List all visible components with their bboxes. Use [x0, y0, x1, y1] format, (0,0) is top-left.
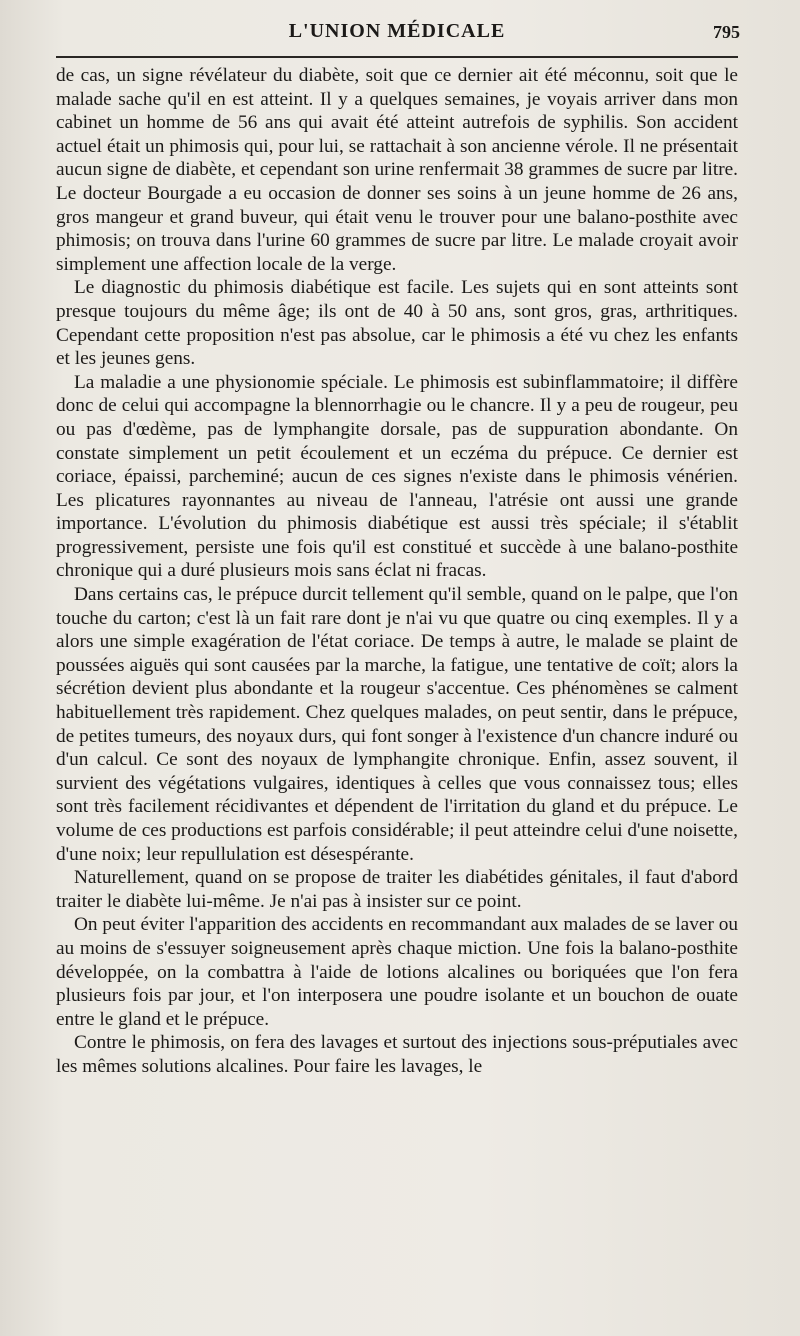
paragraph: Contre le phimosis, on fera des lavages et surtout des injections sous-préputiales avec les mêmes solutions alcalines. Pour faire les lavages, le: [56, 1032, 738, 1077]
header-rule: [56, 56, 738, 58]
paragraph: Dans certains cas, le prépuce durcit tellement qu'il semble, quand on le palpe, que l'on touche du carton; c'est là un fait rare dont je n'ai vu que quatre ou cinq exemples. Il y a alors une simple exagération de l'état coriace. De temps à autre, le malade se plaint de poussées aiguës qui sont causées par la marche, la fatigue, une tentative de coït; alors la sécrétion devient plus abondante et la rougeur s'accentue. Ces phénomènes se calment habituellement très rapidement. Chez quelques malades, on peut sentir, dans le prépuce, de petites tumeurs, des noyaux durs, qui font songer à l'existence d'un chancre induré ou d'un calcul. Ce sont des noyaux de lymphangite chronique. Enfin, assez souvent, il survient des végétations vulgaires, identiques à celles que vous connaissez tous; elles sont très facilement récidivantes et dépendent de l'irritation du gland et du prépuce. Le volume de ces productions est parfois considérable; il peut atteindre celui d'une noisette, d'une noix; leur repullulation est désespérante.: [56, 584, 738, 865]
article-body: [56, 64, 738, 1079]
page-number: 795: [713, 22, 740, 42]
paragraph: Le diagnostic du phimosis diabétique est facile. Les sujets qui en sont atteints sont presque toujours du même âge; ils ont de 40 à 50 ans, sont gros, gras, arthritiques. Cependant cette proposition n'est pas absolue, car le phimosis a été vu chez les enfants et les jeunes gens.: [56, 277, 738, 370]
paragraph: Naturellement, quand on se propose de traiter les diabétides génitales, il faut d'abord traiter le diabète lui-même. Je n'ai pas à insister sur ce point.: [56, 867, 738, 912]
journal-title: L'UNION MÉDICALE: [288, 20, 506, 42]
paragraph: de cas, un signe révélateur du diabète, soit que ce dernier ait été méconnu, soit que le malade sache qu'il en est atteint. Il y a quelques semaines, je voyais arriver dans mon cabinet un homme de 56 ans qui avait été atteint autrefois de syphilis. Son accident actuel était un phimosis qui, pour lui, se rattachait à son ancienne vérole. Il ne présentait aucun signe de diabète, et cependant son urine renfermait 38 grammes de sucre par litre. Le docteur Bourgade a eu occasion de donner ses soins à un jeune homme de 26 ans, gros mangeur et grand buveur, qui était venu le trouver pour une balano-posthite avec phimosis; on trouva dans l'urine 60 grammes de sucre par litre. Le malade croyait avoir simplement une affection locale de la verge.: [56, 65, 738, 275]
paragraph: La maladie a une physionomie spéciale. Le phimosis est subinflammatoire; il diffère donc de celui qui accompagne la blennorrhagie ou le chancre. Il y a peu de rougeur, peu ou pas d'œdème, pas de lymphangite dorsale, pas de suppuration abondante. On constate simplement un petit écoulement et un eczéma du prépuce. Ce dernier est coriace, épaissi, parcheminé; aucun de ces signes n'existe dans le phimosis vénérien. Les plicatures rayonnantes au niveau de l'anneau, l'atrésie ont aussi une grande importance. L'évolution du phimosis diabétique est aussi très spéciale; il s'établit progressivement, persiste une fois qu'il est constitué et succède à une balano-posthite chronique qui a duré plusieurs mois sans éclat ni fracas.: [56, 371, 738, 582]
running-head: [56, 16, 738, 48]
paragraph: On peut éviter l'apparition des accidents en recommandant aux malades de se laver ou au moins de s'essuyer soigneusement après chaque miction. Une fois la balano-posthite développée, on la combattra à l'aide de lotions alcalines ou boriquées que l'on fera plusieurs fois par jour, et l'on interposera une poudre isolante et un bouchon de ouate entre le gland et le prépuce.: [56, 914, 738, 1030]
